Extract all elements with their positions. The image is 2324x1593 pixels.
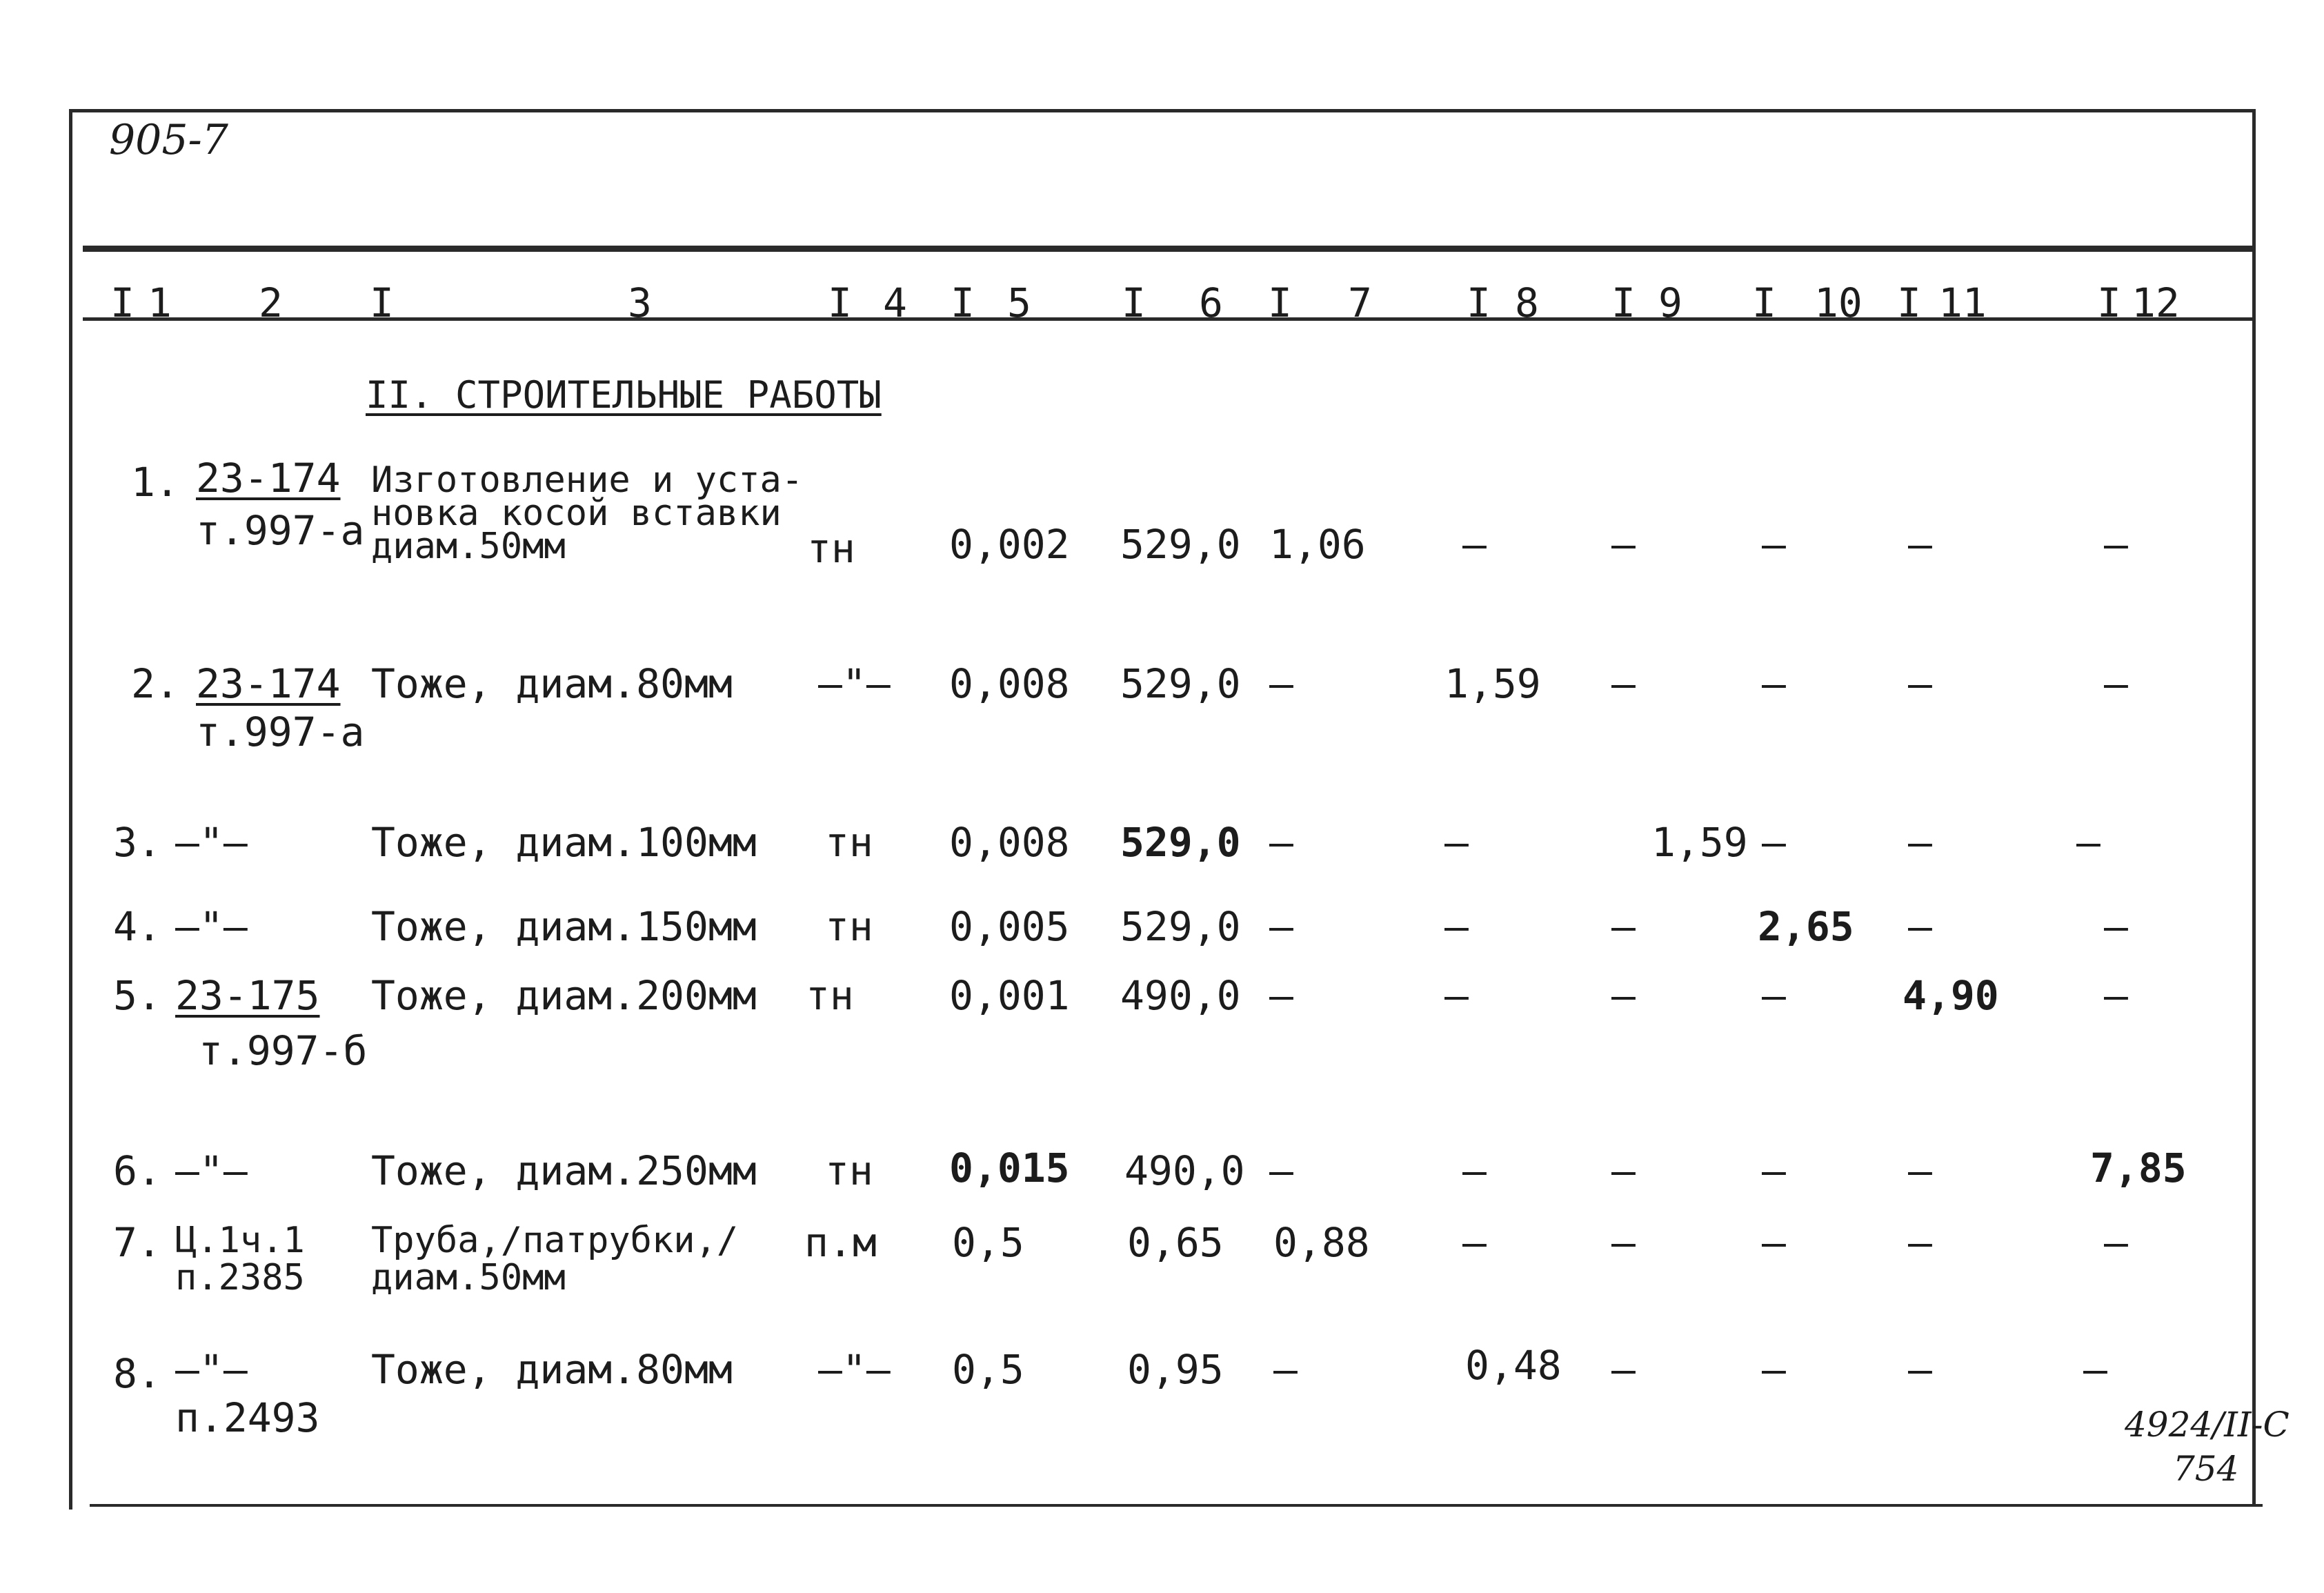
row-number: 3.: [113, 819, 161, 866]
row-unit: тн: [806, 972, 854, 1019]
frame-bottom-line: [90, 1504, 2263, 1507]
row-price: 490,0: [1120, 972, 1241, 1019]
row-col10: 2,65: [1758, 903, 1854, 950]
col-sep: I: [2097, 279, 2121, 326]
row-col9: –: [1611, 972, 1636, 1019]
row-desc-line: Тоже, диам.80мм: [371, 660, 733, 707]
row-desc-line: Изготовление и уста-: [371, 459, 804, 501]
row-price: 529,0: [1120, 819, 1241, 866]
stamp-line-1: 4924/II-C: [2125, 1405, 2290, 1445]
header-top-double-line: [83, 246, 2256, 252]
row-col11: –: [1908, 819, 1932, 866]
col-header-11: 11: [1938, 279, 1987, 326]
row-desc-line: Тоже, диам.150мм: [371, 903, 757, 950]
col-sep: I: [828, 279, 852, 326]
row-desc-line: Тоже, диам.80мм: [371, 1346, 733, 1393]
section-title: II. СТРОИТЕЛЬНЫЕ РАБОТЫ: [366, 373, 882, 417]
row-desc-line: Тоже, диам.100мм: [371, 819, 757, 866]
row-col8: –: [1462, 1147, 1487, 1194]
frame-top-line: [69, 109, 2256, 112]
row-col7: 0,88: [1273, 1219, 1370, 1266]
col-header-10: 10: [1814, 279, 1863, 326]
row-unit: тн: [825, 903, 873, 950]
col-sep: I: [1467, 279, 1491, 326]
row-col9: –: [1611, 660, 1636, 707]
row-col9: –: [1611, 521, 1636, 568]
row-ref-top: –"–: [175, 819, 248, 866]
row-col12: –: [2083, 1346, 2107, 1393]
row-unit: –"–: [818, 1346, 891, 1393]
row-col11: –: [1908, 660, 1932, 707]
col-sep: I: [1752, 279, 1776, 326]
row-col9: 1,59: [1651, 819, 1748, 866]
col-header-8: 8: [1515, 279, 1539, 326]
row-col7: –: [1269, 903, 1293, 950]
row-col10: –: [1762, 819, 1786, 866]
row-col11: –: [1908, 903, 1932, 950]
row-qty: 0,008: [949, 819, 1070, 866]
row-col11: –: [1908, 1346, 1932, 1393]
row-col7: –: [1269, 819, 1293, 866]
row-col11: –: [1908, 521, 1932, 568]
row-qty: 0,015: [949, 1145, 1070, 1191]
row-col8: 0,48: [1465, 1342, 1562, 1389]
row-col8: –: [1462, 521, 1487, 568]
header-bottom-line: [83, 317, 2256, 321]
col-sep: I: [370, 279, 394, 326]
col-header-2: 2: [259, 279, 283, 326]
row-price: 529,0: [1120, 660, 1241, 707]
row-desc-line: диам.50мм: [371, 1257, 566, 1298]
row-qty: 0,5: [952, 1346, 1024, 1393]
row-price: 0,65: [1127, 1219, 1224, 1266]
row-col12: –: [2104, 1219, 2128, 1266]
row-col9: –: [1611, 1346, 1636, 1393]
row-qty: 0,008: [949, 660, 1070, 707]
row-ref-top: –"–: [175, 903, 248, 950]
col-header-7: 7: [1348, 279, 1372, 326]
row-unit: –"–: [818, 660, 891, 707]
row-col12: –: [2104, 903, 2128, 950]
col-header-5: 5: [1007, 279, 1031, 326]
document-code: 905-7: [109, 116, 228, 164]
row-price: 490,0: [1124, 1147, 1245, 1194]
row-col8: –: [1444, 819, 1469, 866]
row-col9: –: [1611, 1147, 1636, 1194]
col-header-9: 9: [1658, 279, 1682, 326]
row-number: 1.: [131, 459, 179, 506]
row-desc-line: новка косой вставки: [371, 493, 782, 534]
row-col7: 1,06: [1269, 521, 1366, 568]
row-qty: 0,001: [949, 972, 1070, 1019]
row-col10: –: [1762, 1219, 1786, 1266]
col-header-3: 3: [628, 279, 652, 326]
row-unit: тн: [825, 819, 873, 866]
row-ref-bottom: т.997-а: [196, 709, 365, 755]
frame-left-line: [69, 109, 72, 1510]
row-col7: –: [1273, 1346, 1298, 1393]
row-col12: –: [2104, 660, 2128, 707]
row-col12: –: [2076, 819, 2100, 866]
col-header-12: 12: [2132, 279, 2180, 326]
col-sep: I: [1611, 279, 1636, 326]
row-price: 529,0: [1120, 903, 1241, 950]
row-ref-top: 23-174: [196, 660, 341, 707]
row-col10: –: [1762, 1147, 1786, 1194]
row-number: 6.: [113, 1147, 161, 1194]
row-price: 529,0: [1120, 521, 1241, 568]
row-col7: –: [1269, 660, 1293, 707]
row-ref-bottom: п.2493: [175, 1394, 320, 1441]
row-col8: –: [1462, 1219, 1487, 1266]
row-ref-top: Ц.1ч.1: [175, 1220, 305, 1261]
row-col7: –: [1269, 972, 1293, 1019]
row-col11: –: [1908, 1219, 1932, 1266]
row-ref-bottom: т.997-а: [196, 507, 365, 554]
row-col12: –: [2104, 972, 2128, 1019]
row-number: 7.: [113, 1219, 161, 1266]
col-header-1: 1: [148, 279, 172, 326]
row-col8: –: [1444, 972, 1469, 1019]
col-header-6: 6: [1199, 279, 1223, 326]
row-col11: –: [1908, 1147, 1932, 1194]
row-number: 8.: [113, 1350, 161, 1397]
col-header-4: 4: [883, 279, 907, 326]
row-number: 2.: [131, 660, 179, 707]
row-ref-bottom: т.997-б: [199, 1027, 368, 1074]
row-ref-top: –"–: [175, 1346, 248, 1393]
col-sep: I: [1897, 279, 1921, 326]
col-sep: I: [1268, 279, 1292, 326]
row-unit: п.м: [804, 1219, 877, 1266]
row-col9: –: [1611, 1219, 1636, 1266]
row-ref-bottom: п.2385: [175, 1257, 305, 1298]
row-qty: 0,002: [949, 521, 1070, 568]
row-col11: 4,90: [1903, 972, 1999, 1019]
row-ref-top: –"–: [175, 1147, 248, 1194]
row-desc-line: диам.50мм: [371, 526, 566, 567]
row-col7: –: [1269, 1147, 1293, 1194]
row-col10: –: [1762, 972, 1786, 1019]
row-desc-line: Тоже, диам.200мм: [371, 972, 757, 1019]
row-col12: 7,85: [2090, 1145, 2187, 1191]
row-desc-line: Труба,/патрубки,/: [371, 1220, 739, 1261]
row-qty: 0,5: [952, 1219, 1024, 1266]
stamp-line-2: 754: [2173, 1449, 2239, 1489]
row-ref-top: 23-174: [196, 455, 341, 502]
row-number: 5.: [113, 972, 161, 1019]
row-col10: –: [1762, 521, 1786, 568]
row-number: 4.: [113, 903, 161, 950]
row-col9: –: [1611, 903, 1636, 950]
row-unit: тн: [807, 525, 855, 572]
col-sep: I: [951, 279, 975, 326]
row-qty: 0,005: [949, 903, 1070, 950]
row-col10: –: [1762, 1346, 1786, 1393]
col-sep: I: [1122, 279, 1146, 326]
row-ref-top: 23-175: [175, 972, 320, 1019]
row-col12: –: [2104, 521, 2128, 568]
row-col10: –: [1762, 660, 1786, 707]
row-col8: –: [1444, 903, 1469, 950]
row-price: 0,95: [1127, 1346, 1224, 1393]
row-col8: 1,59: [1444, 660, 1541, 707]
col-sep: I: [110, 279, 135, 326]
row-unit: тн: [825, 1147, 873, 1194]
row-desc-line: Тоже, диам.250мм: [371, 1147, 757, 1194]
